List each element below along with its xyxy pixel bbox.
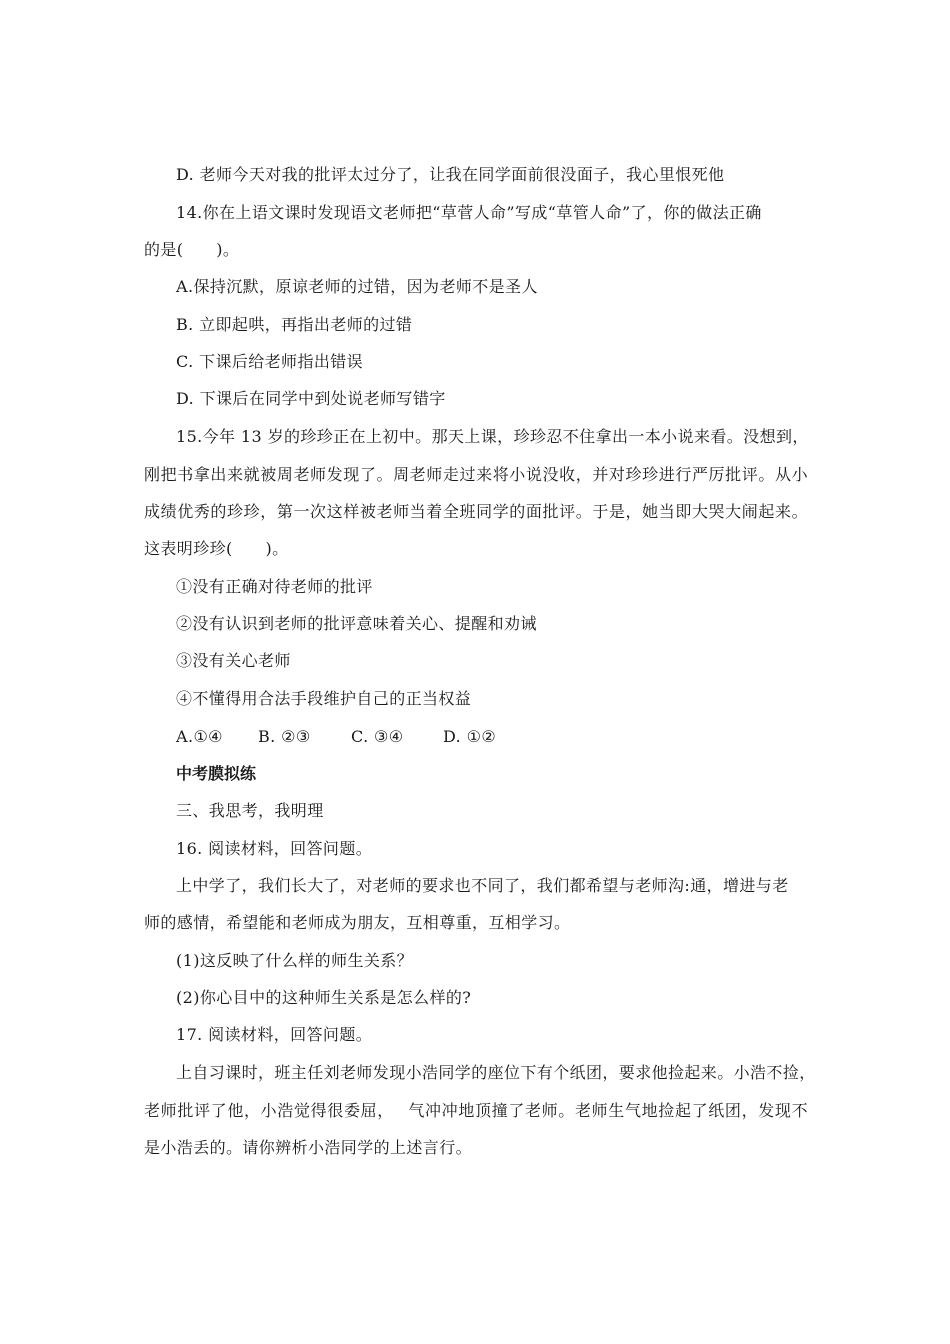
q13-option-d: D. 老师今天对我的批评太过分了，让我在同学面前很没面子，我心里恨死他 [176,165,725,184]
q14-stem-line1: 14.你在上语文课时发现语文老师把“草菅人命”写成“草管人命”了，你的做法正确 [176,203,762,222]
q16-sub-question-2: (2)你心目中的这种师生关系是怎么样的? [176,988,472,1007]
q14-option-d: D. 下课后在同学中到处说老师写错字 [176,389,446,408]
q14-option-b: B. 立即起哄，再指出老师的过错 [176,315,413,334]
q15-options [176,727,496,747]
q17-material-line1: 上自习课时，班主任刘老师发现小浩同学的座位下有个纸团，要求他捡起来。小浩不捡， [176,1063,816,1082]
q14-option-c: C. 下课后给老师指出错误 [176,352,364,371]
q15-option-d: D. ①② [443,727,497,746]
q17-title: 17. 阅读材料，回答问题。 [176,1025,373,1044]
q15-stem-line2: 刚把书拿出来就被周老师发现了。周老师走过来将小说没收，并对珍珍进行严厉批评。从小 [144,465,808,484]
q16-material-line1: 上中学了，我们长大了，对老师的要求也不同了，我们都希望与老师沟:通，增进与老 [176,876,789,895]
q15-stem-line1: 15.今年 13 岁的珍珍正在上初中。那天上课，珍珍忍不住拿出一本小说来看。没想到， [176,427,809,446]
q14-stem-line2: 的是( )。 [144,240,240,259]
q14-option-a: A.保持沉默，原谅老师的过错，因为老师不是圣人 [176,277,538,296]
section-heading: 中考膜拟练 [176,764,257,783]
q15-option-b: B. ②③ [258,727,311,746]
q15-item-1: ①没有正确对待老师的批评 [176,577,373,596]
q15-item-2: ②没有认识到老师的批评意味着关心、提醒和劝诫 [176,614,537,633]
q16-material-line2: 师的感情，希望能和老师成为朋友，互相尊重，互相学习。 [144,913,571,932]
q15-item-4: ④不懂得用合法手段维护自己的正当权益 [176,689,472,708]
q15-stem-line3: 成绩优秀的珍珍，第一次这样被老师当着全班同学的面批评。于是，她当即大哭大闹起来。 [144,502,808,521]
q15-option-c: C. ③④ [351,727,404,746]
q16-sub-question-1: (1)这反映了什么样的师生关系？ [176,951,414,970]
q15-stem-line4: 这表明珍珍( )。 [144,539,289,558]
q17-material-line3: 是小浩丢的。请你辨析小浩同学的上述言行。 [144,1138,473,1157]
q16-title: 16. 阅读材料，回答问题。 [176,839,373,858]
q15-option-a: A.①④ [176,727,223,746]
q15-item-3: ③没有关心老师 [176,651,291,670]
q17-material-line2: 老师批评了他，小浩觉得很委屈， 气冲冲地顶撞了老师。老师生气地捡起了纸团，发现不 [144,1101,808,1120]
section-subheading: 三、我思考，我明理 [176,801,324,820]
